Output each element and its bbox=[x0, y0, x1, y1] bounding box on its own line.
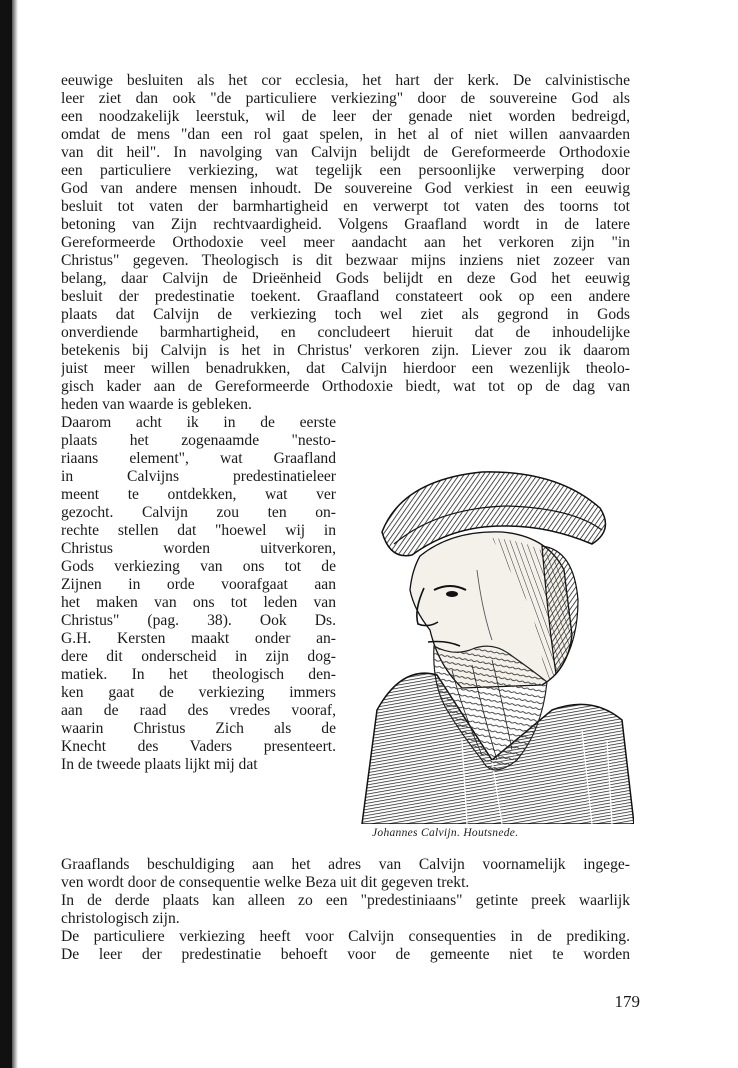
text-line: Christus" (pag. 38). Ook Ds. bbox=[61, 612, 336, 629]
text-line: van dit heil". In navolging van Calvijn belijdt de Gereformeerde Orthodoxie bbox=[61, 144, 630, 161]
text-line: betekenis bij Calvijn is het in Christus' verkoren zijn. Liever zou ik daarom bbox=[61, 342, 630, 359]
text-line: gezocht. Calvijn zou ten on- bbox=[61, 504, 336, 521]
text-line: De leer der predestinatie behoeft voor de gemeente niet te worden bbox=[61, 946, 630, 963]
text-line: De particuliere verkiezing heeft voor Calvijn consequenties in de prediking. bbox=[61, 928, 630, 945]
text-line: meent te ontdekken, wat ver bbox=[61, 486, 336, 503]
text-line: aan de raad des vredes vooraf, bbox=[61, 702, 336, 719]
text-line: besluit der predestinatie toekent. Graafland constateert ook op een andere bbox=[61, 288, 630, 305]
text-line: eeuwige besluiten als het cor ecclesia, het hart der kerk. De calvinistische bbox=[61, 72, 630, 89]
text-line: Christus worden uitverkoren, bbox=[61, 540, 336, 557]
text-line: betoning van Zijn rechtvaardigheid. Volgens Graafland wordt in de latere bbox=[61, 216, 630, 233]
text-line: G.H. Kersten maakt onder an- bbox=[61, 630, 336, 647]
text-line: riaans element", wat Graafland bbox=[61, 450, 336, 467]
text-line: plaats dat Calvijn de verkiezing toch wel ziet als gegrond in Gods bbox=[61, 306, 630, 323]
text-line: Daarom acht ik in de eerste bbox=[61, 414, 336, 431]
portrait-caption: Johannes Calvijn. Houtsnede. bbox=[372, 827, 519, 839]
text-line: Gereformeerde Orthodoxie veel meer aandacht aan het verkoren zijn "in bbox=[61, 234, 630, 251]
text-line: dere dit onderscheid in zijn dog- bbox=[61, 648, 336, 665]
text-line: ven wordt door de consequentie welke Beza uit dit gegeven trekt. bbox=[61, 874, 470, 891]
text-line: besluit tot vaten der barmhartigheid en verwerpt tot vaten des toorns tot bbox=[61, 198, 630, 215]
text-line: belang, daar Calvijn de Drieënheid Gods belijdt en deze God het eeuwig bbox=[61, 270, 630, 287]
text-line: Christus" gegeven. Theologisch is dit bezwaar mijns inziens niet zozeer van bbox=[61, 252, 630, 269]
text-line: in Calvijns predestinatieleer bbox=[61, 468, 336, 485]
text-line: juist meer willen benadrukken, dat Calvijn hierdoor een wezenlijk theolo- bbox=[61, 360, 630, 377]
text-line: Graaflands beschuldiging aan het adres van Calvijn voornamelijk ingege- bbox=[61, 856, 630, 873]
text-line: Knecht des Vaders presenteert. bbox=[61, 738, 336, 755]
spine-shadow bbox=[12, 0, 18, 1068]
text-line: rechte stellen dat "hoewel wij in bbox=[61, 522, 336, 539]
page-number: 179 bbox=[614, 992, 640, 1011]
text-line: leer ziet dan ook "de particuliere verkiezing" door de souvereine God als bbox=[61, 90, 630, 107]
book-spine-edge bbox=[0, 0, 12, 1068]
text-line: God van andere mensen inhoudt. De souvereine God verkiest in een eeuwig bbox=[61, 180, 630, 197]
text-line: onverdiende barmhartigheid, en concludeert hieruit dat de inhoudelijke bbox=[61, 324, 630, 341]
text-line: Gods verkiezing van ons tot de bbox=[61, 558, 336, 575]
text-line: waarin Christus Zich als de bbox=[61, 720, 336, 737]
text-line: het maken van ons tot leden van bbox=[61, 594, 336, 611]
text-line: christologisch zijn. bbox=[61, 910, 180, 927]
text-line: een particuliere verkiezing, wat tegelijk een persoonlijke verwerping door bbox=[61, 162, 630, 179]
text-line: In de tweede plaats lijkt mij dat bbox=[61, 756, 258, 773]
text-line: gisch kader aan de Gereformeerde Orthodoxie biedt, wat tot op de dag van bbox=[61, 378, 630, 395]
text-line: heden van waarde is gebleken. bbox=[61, 396, 252, 413]
calvin-portrait-woodcut bbox=[342, 460, 634, 824]
text-line: een noodzakelijk leerstuk, wil de leer der genade niet worden bedreigd, bbox=[61, 108, 630, 125]
text-line: Zijnen in orde voorafgaat aan bbox=[61, 576, 336, 593]
text-line: matiek. In het theologisch den- bbox=[61, 666, 336, 683]
text-line: omdat de mens "dan een rol gaat spelen, in het al of niet willen aanvaarden bbox=[61, 126, 630, 143]
text-line: ken gaat de verkiezing immers bbox=[61, 684, 336, 701]
text-line: In de derde plaats kan alleen zo een "predestiniaans" getinte preek waarlijk bbox=[61, 892, 630, 909]
text-line: plaats het zogenaamde "nesto- bbox=[61, 432, 336, 449]
